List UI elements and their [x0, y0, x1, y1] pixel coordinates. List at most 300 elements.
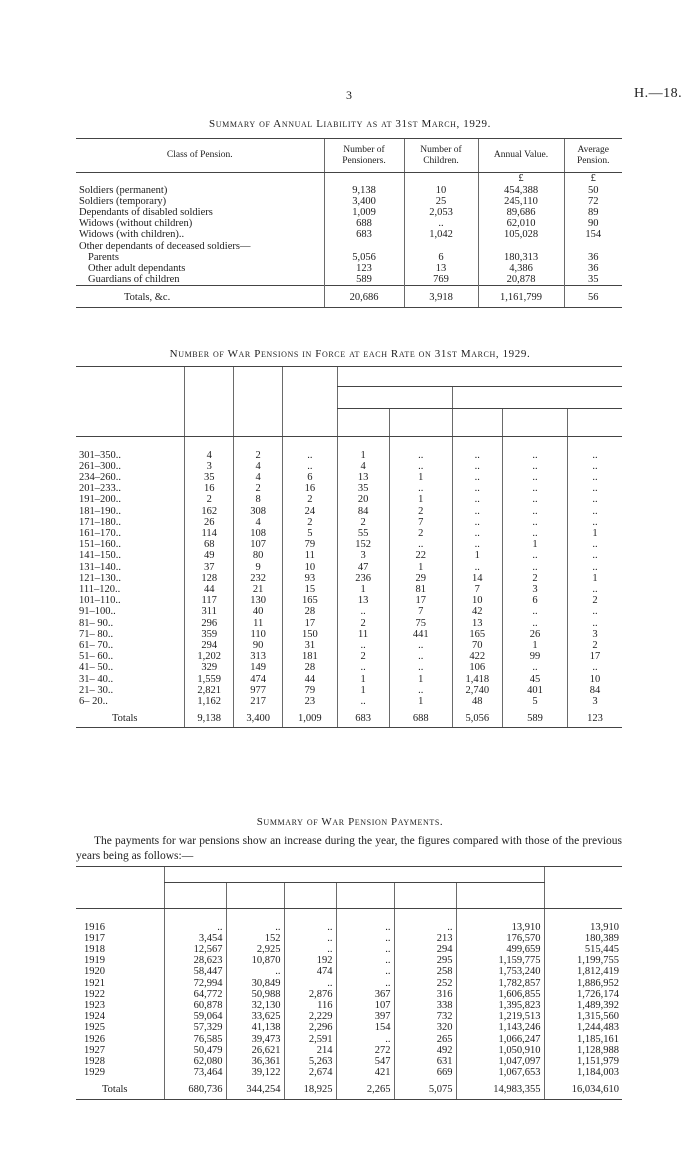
table-row	[76, 933, 622, 944]
count-cell: 4	[234, 472, 283, 483]
value-cell	[324, 241, 404, 252]
payment-cell: 265	[394, 1034, 456, 1045]
payment-cell: 107	[336, 1000, 394, 1011]
table-row	[76, 1011, 622, 1022]
value-cell: 683	[324, 229, 404, 240]
count-cell: 4	[234, 517, 283, 528]
count-cell: ..	[337, 606, 389, 617]
rate-label: 31– 40..	[79, 673, 114, 685]
count-cell: ..	[389, 640, 452, 651]
count-cell: ..	[389, 651, 452, 662]
payment-cell: ..	[284, 978, 336, 989]
count-cell: 40	[234, 606, 283, 617]
unit-row	[76, 909, 622, 922]
payment-cell: ..	[336, 944, 394, 955]
other-dependants-header	[452, 387, 622, 409]
wives-parents-header	[283, 367, 337, 437]
count-cell: 2	[568, 640, 622, 651]
table-row	[76, 989, 622, 1000]
unit-label	[226, 909, 284, 922]
table-row	[76, 1056, 622, 1067]
payment-cell: 57,329	[164, 1022, 226, 1033]
count-cell: 114	[185, 528, 234, 539]
payment-cell: 252	[394, 978, 456, 989]
table-row	[76, 528, 622, 539]
count-cell: 1,559	[185, 674, 234, 685]
rate-label: 261–300..	[79, 460, 121, 472]
payment-cell: 367	[336, 989, 394, 1000]
count-cell: 2	[337, 517, 389, 528]
table-row	[76, 218, 622, 229]
unit-label	[284, 909, 336, 922]
payment-cell: 2,925	[226, 944, 284, 955]
payment-cell: 36,361	[226, 1056, 284, 1067]
count-cell: 117	[185, 595, 234, 606]
blank-cell	[283, 437, 337, 450]
table-row	[76, 252, 622, 263]
total-value: 5,056	[452, 707, 502, 728]
count-cell: 3	[337, 550, 389, 561]
value-cell: 769	[404, 274, 478, 286]
count-cell: 2	[389, 528, 452, 539]
payment-cell: 320	[394, 1022, 456, 1033]
table-row	[76, 966, 622, 977]
value-cell: 62,010	[478, 218, 564, 229]
payment-cell: 421	[336, 1067, 394, 1078]
value-cell: 245,110	[478, 196, 564, 207]
class-label: Guardians of children	[88, 274, 180, 286]
payments-table	[76, 866, 622, 1100]
total-value: 2,265	[336, 1078, 394, 1099]
count-cell: 28	[283, 662, 337, 673]
total-value: 20,686	[324, 286, 404, 307]
total-value: 688	[389, 707, 452, 728]
value-cell: 35	[564, 274, 622, 286]
payment-cell: 28,623	[164, 955, 226, 966]
count-cell: ..	[568, 606, 622, 617]
payment-cell: 5,263	[284, 1056, 336, 1067]
rate-label: 131–140..	[79, 561, 121, 573]
blank-cell	[452, 437, 502, 450]
value-cell: ..	[404, 218, 478, 229]
payments-made-in-header	[164, 867, 544, 883]
totals-row	[76, 286, 622, 307]
column-header: Number of Children.	[404, 139, 478, 173]
payment-cell: 3,454	[164, 933, 226, 944]
rate-label: 234–260..	[79, 471, 121, 483]
count-cell: 48	[452, 696, 502, 707]
payment-cell: 12,567	[164, 944, 226, 955]
blank-cell	[337, 437, 389, 450]
class-label: Widows (with children)..	[79, 229, 185, 241]
rates-table	[76, 366, 622, 728]
count-cell: 6	[502, 595, 567, 606]
count-cell: ..	[283, 461, 337, 472]
count-cell: 977	[234, 685, 283, 696]
payment-cell: 474	[284, 966, 336, 977]
count-cell: 84	[568, 685, 622, 696]
payment-cell: 154	[336, 1022, 394, 1033]
with-children-header	[337, 409, 389, 437]
payment-cell: 1,886,952	[544, 978, 622, 989]
payment-cell: 50,479	[164, 1045, 226, 1056]
value-cell	[404, 241, 478, 252]
count-cell: ..	[452, 562, 502, 573]
count-cell: 13	[337, 472, 389, 483]
count-cell: 47	[337, 562, 389, 573]
count-cell: 308	[234, 506, 283, 517]
count-cell: 313	[234, 651, 283, 662]
count-cell: 1	[568, 573, 622, 584]
payment-cell: 76,585	[164, 1034, 226, 1045]
count-cell: 2	[234, 483, 283, 494]
count-cell: ..	[502, 517, 567, 528]
count-cell: 75	[389, 618, 452, 629]
count-cell: 26	[185, 517, 234, 528]
value-cell: 454,388	[478, 185, 564, 196]
column-header: Number of Pensioners.	[324, 139, 404, 173]
count-cell: 79	[283, 685, 337, 696]
others-header	[568, 409, 622, 437]
table-row	[76, 539, 622, 550]
count-cell: 20	[337, 494, 389, 505]
payment-cell: ..	[336, 955, 394, 966]
payment-cell: 59,064	[164, 1011, 226, 1022]
count-cell: ..	[568, 461, 622, 472]
count-cell: 80	[234, 550, 283, 561]
total-value: 1,161,799	[478, 286, 564, 307]
payment-cell: 1,219,513	[456, 1011, 544, 1022]
unit-label	[76, 437, 185, 450]
payment-cell: 1,782,857	[456, 978, 544, 989]
count-cell: ..	[452, 450, 502, 461]
payment-cell: 39,122	[226, 1067, 284, 1078]
count-cell: 2	[502, 573, 567, 584]
rate-label: 301–350..	[79, 449, 121, 461]
count-cell: 17	[389, 595, 452, 606]
year-label: 1918	[84, 943, 105, 955]
total-value: 56	[564, 286, 622, 307]
count-cell: 70	[452, 640, 502, 651]
payment-cell: ..	[336, 1034, 394, 1045]
count-cell: 329	[185, 662, 234, 673]
payment-cell: 2,296	[284, 1022, 336, 1033]
count-cell: 150	[283, 629, 337, 640]
year-label: 1919	[84, 955, 105, 967]
payment-cell: 515,445	[544, 944, 622, 955]
total-value: 1,009	[283, 707, 337, 728]
country-header	[226, 883, 284, 909]
class-label: Other dependants of deceased soldiers—	[79, 240, 251, 252]
payment-cell: 1,315,560	[544, 1011, 622, 1022]
country-header	[456, 883, 544, 909]
count-cell: 130	[234, 595, 283, 606]
payment-cell: 316	[394, 989, 456, 1000]
payment-cell: ..	[284, 933, 336, 944]
table-header-row	[76, 139, 622, 173]
payment-cell: ..	[336, 933, 394, 944]
value-cell	[478, 241, 564, 252]
year-label: 1929	[84, 1067, 105, 1079]
table-row	[76, 674, 622, 685]
table-row	[76, 274, 622, 286]
parents-header	[452, 409, 502, 437]
table-row	[76, 584, 622, 595]
count-cell: 1	[568, 528, 622, 539]
totals-row	[76, 1078, 622, 1099]
payment-cell: 669	[394, 1067, 456, 1078]
count-cell: ..	[502, 550, 567, 561]
count-cell: 1,162	[185, 696, 234, 707]
payment-cell: 1,067,653	[456, 1067, 544, 1078]
totals-label: Totals	[76, 1078, 164, 1099]
payment-cell: 180,389	[544, 933, 622, 944]
payment-cell: 1,489,392	[544, 1000, 622, 1011]
value-cell: 688	[324, 218, 404, 229]
table-row	[76, 1000, 622, 1011]
value-cell: 20,878	[478, 274, 564, 286]
payment-cell: 152	[226, 933, 284, 944]
count-cell: ..	[502, 562, 567, 573]
value-cell: 180,313	[478, 252, 564, 263]
unit-label	[336, 909, 394, 922]
year-label: 1921	[84, 977, 105, 989]
table-row	[76, 1034, 622, 1045]
table-row	[76, 640, 622, 651]
payment-cell: 499,659	[456, 944, 544, 955]
payments-title: Summary of War Pension Payments.	[256, 816, 444, 828]
payment-cell: 33,625	[226, 1011, 284, 1022]
count-cell: 21	[234, 584, 283, 595]
payment-cell: ..	[336, 922, 394, 933]
count-cell: 3	[185, 461, 234, 472]
class-label: Parents	[88, 251, 119, 263]
count-cell: 6	[283, 472, 337, 483]
widows-header	[337, 387, 452, 409]
count-cell: 17	[568, 651, 622, 662]
rate-label: 171–180..	[79, 516, 121, 528]
soldiers-temporary-header	[234, 367, 283, 437]
total-value: 3,400	[234, 707, 283, 728]
payment-cell: 1,066,247	[456, 1034, 544, 1045]
table-row	[76, 685, 622, 696]
total-value: 680,736	[164, 1078, 226, 1099]
count-cell: 10	[452, 595, 502, 606]
count-cell: ..	[502, 494, 567, 505]
payment-cell: ..	[336, 978, 394, 989]
count-cell: 5	[283, 528, 337, 539]
payment-cell: ..	[284, 944, 336, 955]
count-cell: 4	[185, 450, 234, 461]
value-cell: 105,028	[478, 229, 564, 240]
payment-cell: 1,199,755	[544, 955, 622, 966]
value-cell: 123	[324, 263, 404, 274]
count-cell: 15	[283, 584, 337, 595]
count-cell: 2	[185, 494, 234, 505]
payment-cell: 2,229	[284, 1011, 336, 1022]
count-cell: 28	[283, 606, 337, 617]
payment-cell: 1,159,775	[456, 955, 544, 966]
table-row	[76, 229, 622, 240]
blank-cell	[568, 437, 622, 450]
count-cell: ..	[389, 461, 452, 472]
rate-label: 151–160..	[79, 539, 121, 551]
count-cell: 4	[234, 461, 283, 472]
payment-cell: 397	[336, 1011, 394, 1022]
payment-cell: 13,910	[456, 922, 544, 933]
document-reference: H.—18.	[634, 86, 683, 101]
value-cell: 36	[564, 263, 622, 274]
payment-cell: 62,080	[164, 1056, 226, 1067]
table-row	[76, 483, 622, 494]
count-cell: ..	[568, 472, 622, 483]
count-cell: 441	[389, 629, 452, 640]
payment-cell: 13,910	[544, 922, 622, 933]
year-label: 1922	[84, 988, 105, 1000]
table-row	[76, 955, 622, 966]
value-cell: 36	[564, 252, 622, 263]
table-row	[76, 629, 622, 640]
count-cell: 2	[337, 618, 389, 629]
count-cell: 90	[234, 640, 283, 651]
payment-cell: 338	[394, 1000, 456, 1011]
value-cell: 89	[564, 207, 622, 218]
count-cell: ..	[452, 461, 502, 472]
value-cell: 589	[324, 274, 404, 286]
count-cell: 11	[337, 629, 389, 640]
count-cell: 45	[502, 674, 567, 685]
value-cell: 6	[404, 252, 478, 263]
totals-row	[76, 707, 622, 728]
year-label: 1917	[84, 932, 105, 944]
count-cell: 165	[452, 629, 502, 640]
payment-cell: 41,138	[226, 1022, 284, 1033]
payment-cell: 39,473	[226, 1034, 284, 1045]
count-cell: 1	[389, 696, 452, 707]
count-cell: ..	[502, 461, 567, 472]
payment-cell: 58,447	[164, 966, 226, 977]
payment-cell: 30,849	[226, 978, 284, 989]
payment-cell: 547	[336, 1056, 394, 1067]
count-cell: 2	[568, 595, 622, 606]
count-cell: 4	[337, 461, 389, 472]
count-cell: 23	[283, 696, 337, 707]
count-cell: 13	[452, 618, 502, 629]
payment-cell: 1,395,823	[456, 1000, 544, 1011]
count-cell: ..	[568, 539, 622, 550]
country-header	[164, 883, 226, 909]
rate-label: 71– 80..	[79, 628, 114, 640]
blank-cell	[502, 437, 567, 450]
table-row	[76, 573, 622, 584]
blank-cell	[76, 909, 164, 922]
count-cell: 2	[283, 494, 337, 505]
rate-label: 111–120..	[79, 583, 121, 595]
count-cell: ..	[452, 528, 502, 539]
count-cell: 1	[389, 472, 452, 483]
count-cell: 5	[502, 696, 567, 707]
value-cell: 89,686	[478, 207, 564, 218]
rate-label: 161–170..	[79, 527, 121, 539]
count-cell: 2	[337, 651, 389, 662]
table-row	[76, 562, 622, 573]
table-row	[76, 944, 622, 955]
table-row	[76, 506, 622, 517]
count-cell: 3	[568, 696, 622, 707]
payment-cell: 1,244,483	[544, 1022, 622, 1033]
rate-label: 51– 60..	[79, 651, 114, 663]
class-label: Soldiers (temporary)	[79, 195, 167, 207]
total-value: 123	[568, 707, 622, 728]
count-cell: 1	[452, 550, 502, 561]
table-row	[76, 606, 622, 617]
payment-cell: 732	[394, 1011, 456, 1022]
count-cell: 1	[502, 539, 567, 550]
payment-cell: ..	[226, 922, 284, 933]
count-cell: ..	[337, 640, 389, 651]
count-cell: 422	[452, 651, 502, 662]
count-cell: ..	[389, 685, 452, 696]
total-value: 683	[337, 707, 389, 728]
count-cell: 16	[185, 483, 234, 494]
count-cell: 401	[502, 685, 567, 696]
table-row	[76, 517, 622, 528]
count-cell: 29	[389, 573, 452, 584]
count-cell: 44	[185, 584, 234, 595]
count-cell: ..	[389, 662, 452, 673]
payment-cell: 176,570	[456, 933, 544, 944]
count-cell: ..	[389, 483, 452, 494]
count-cell: 2	[234, 450, 283, 461]
count-cell: 1	[337, 674, 389, 685]
without-children-header	[389, 409, 452, 437]
spacer-row	[76, 173, 622, 185]
count-cell: 37	[185, 562, 234, 573]
payment-cell: 32,130	[226, 1000, 284, 1011]
count-cell: 1,418	[452, 674, 502, 685]
payment-cell: 72,994	[164, 978, 226, 989]
count-cell: 1	[502, 640, 567, 651]
payment-cell: 192	[284, 955, 336, 966]
count-cell: ..	[502, 472, 567, 483]
unit-label	[404, 173, 478, 185]
payment-cell: 1,143,246	[456, 1022, 544, 1033]
count-cell: ..	[452, 517, 502, 528]
payment-cell: 294	[394, 944, 456, 955]
payment-cell: 214	[284, 1045, 336, 1056]
table-row	[76, 185, 622, 196]
count-cell: ..	[502, 528, 567, 539]
value-cell: 72	[564, 196, 622, 207]
count-cell: 35	[185, 472, 234, 483]
count-cell: 68	[185, 539, 234, 550]
count-cell: ..	[452, 472, 502, 483]
payment-cell: 1,606,855	[456, 989, 544, 1000]
rate-header	[76, 367, 185, 437]
count-cell: 11	[234, 618, 283, 629]
payment-cell: ..	[336, 966, 394, 977]
count-cell: 1,202	[185, 651, 234, 662]
count-cell: 2,740	[452, 685, 502, 696]
year-label: 1928	[84, 1055, 105, 1067]
rate-label: 41– 50..	[79, 662, 114, 674]
count-cell: 165	[283, 595, 337, 606]
payment-cell: 1,184,003	[544, 1067, 622, 1078]
value-cell: 1,009	[324, 207, 404, 218]
year-label: 1924	[84, 1011, 105, 1023]
count-cell: 7	[452, 584, 502, 595]
value-cell: 2,053	[404, 207, 478, 218]
